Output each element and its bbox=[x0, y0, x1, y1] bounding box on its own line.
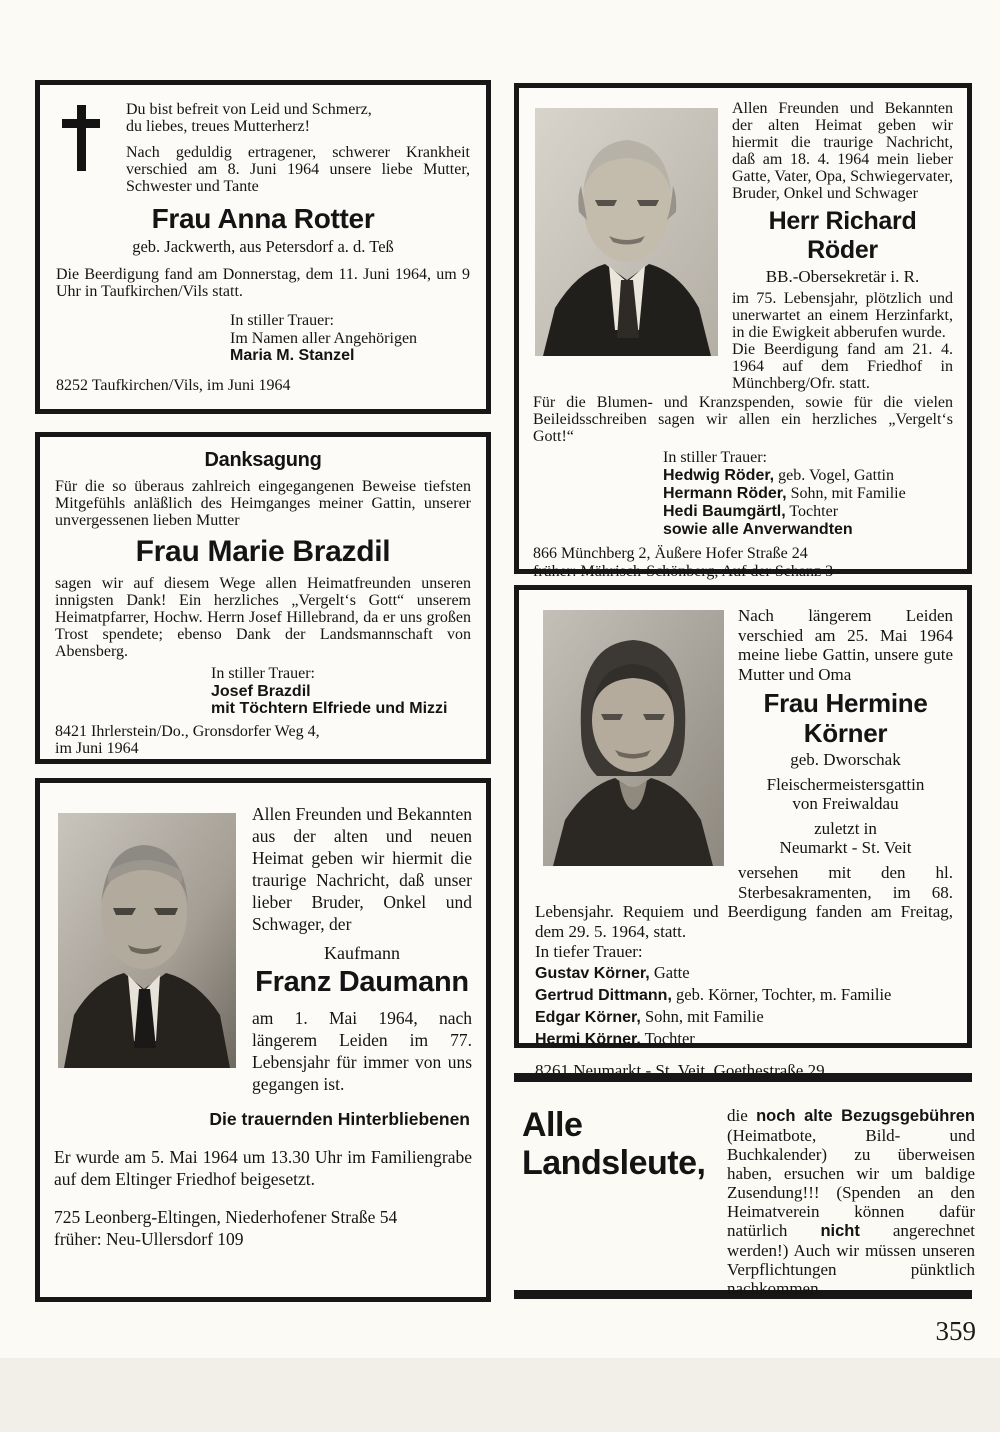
thanks-notice-marie-brazdil bbox=[35, 432, 491, 764]
rotter-signature-block bbox=[230, 312, 470, 365]
koerner-intro: Nach längerem Leiden verschied am 25. Mai 1964 meine liebe Gattin, unsere gute Mutter und Oma bbox=[738, 606, 953, 684]
mourner-relation: geb. Vogel, Gattin bbox=[774, 467, 894, 484]
mourner-row bbox=[535, 962, 953, 984]
mourner-name: Edgar Körner, bbox=[535, 1009, 641, 1026]
rotter-subtitle: geb. Jackwerth, aus Petersdorf a. d. Teß bbox=[132, 237, 394, 256]
brazdil-address-2: im Juni 1964 bbox=[55, 740, 139, 757]
mourner-relation: Sohn, mit Familie bbox=[640, 1007, 764, 1026]
roeder-body-1: im 75. Lebensjahr, plötzlich und unerwartet an einem Herzinfarkt, in die Ewigkeit abberufen wurde. bbox=[732, 290, 953, 341]
roeder-signature-block bbox=[663, 449, 953, 539]
koerner-name: Frau Hermine Körner bbox=[763, 688, 928, 748]
mourner-row bbox=[663, 503, 953, 521]
cross-icon bbox=[62, 105, 100, 171]
verse-line-1: Du bist befreit von Leid und Schmerz, bbox=[126, 101, 372, 118]
danksagung-title: Danksagung bbox=[204, 449, 322, 471]
koerner-address: 8261 Neumarkt - St. Veit, Goethestraße 29 bbox=[535, 1061, 825, 1080]
brazdil-address-1: 8421 Ihrlerstein/Do., Gronsdorfer Weg 4, bbox=[55, 722, 320, 740]
mourner-relation: geb. Körner, Tochter, m. Familie bbox=[671, 985, 892, 1004]
body-segment-bold: noch alte Bezugsgebühren bbox=[756, 1107, 975, 1125]
roeder-address-1: 866 Münchberg 2, Äußere Hofer Straße 24 bbox=[533, 545, 808, 562]
page-bottom-margin bbox=[0, 1358, 1000, 1432]
heading-line-2: Landsleute, bbox=[522, 1144, 706, 1182]
obituary-hermine-koerner bbox=[514, 585, 972, 1080]
rotter-intro: Nach geduldig ertragener, schwerer Krankheit verschied am 8. Juni 1964 unsere liebe Mutter, Schwester und Tante bbox=[126, 144, 470, 195]
mourner-relation: Gatte bbox=[649, 963, 690, 982]
roeder-body-2: Die Beerdigung fand am 21. 4. 1964 auf dem Friedhof in Münchberg/Ofr. statt. bbox=[732, 341, 953, 392]
mourner-name: Gustav Körner, bbox=[535, 965, 650, 982]
daumann-address-2: früher: Neu-Ullersdorf 109 bbox=[54, 1229, 244, 1249]
mourner-name: Hermann Röder, bbox=[663, 485, 787, 502]
mourner-relation: Tochter bbox=[785, 503, 839, 520]
roeder-portrait-photo bbox=[535, 108, 718, 356]
koerner-subtitle-last-residence: zuletzt in bbox=[814, 819, 877, 838]
roeder-thanks-text: Für die Blumen- und Kranzspenden, sowie für die vielen Beileidsschreiben sagen wir allen ein herzliches „Vergelt‘s Gott!“ bbox=[533, 394, 953, 445]
roeder-subtitle: BB.-Obersekretär i. R. bbox=[765, 267, 920, 286]
body-segment: (Heimatbote, Bild- und Buchkalender) zu überweisen haben, ersuchen wir um baldige Zusendung!!! (Spenden an den Heimatverein können dafür natürlich bbox=[727, 1126, 975, 1240]
brazdil-signature-2: mit Töchtern Elfriede und Mizzi bbox=[211, 700, 448, 717]
daumann-portrait-photo bbox=[58, 813, 236, 1068]
daumann-signature: Die trauernden Hinterbliebenen bbox=[209, 1109, 470, 1129]
mourner-row bbox=[535, 1028, 953, 1050]
daumann-title: Kaufmann bbox=[324, 943, 400, 963]
koerner-subtitle-birthname: geb. Dworschak bbox=[790, 750, 901, 769]
obituary-anna-rotter bbox=[35, 80, 491, 414]
obituary-richard-roeder bbox=[514, 83, 972, 580]
brazdil-body: sagen wir auf diesem Wege allen Heimatfreunden unseren innigsten Dank! Ein herzliches „Vergelt‘s Gott“ unserem Heimatpfarrer, Hochw. Herrn Josef Hillebrand, da er uns großen Trost spendete; ebenso Dank der Landsmannschaft von Abensberg. bbox=[55, 575, 471, 660]
mourner-row bbox=[663, 485, 953, 503]
daumann-name: Franz Daumann bbox=[255, 966, 469, 998]
koerner-signature-block bbox=[535, 941, 953, 1050]
koerner-body: versehen mit den hl. Sterbesakramenten, im 68. Lebensjahr. Requiem und Beerdigung fanden am Freitag, dem 29. 5. 1964, statt. bbox=[535, 863, 953, 941]
mourner-name: Hedi Baumgärtl, bbox=[663, 503, 786, 520]
koerner-portrait-photo bbox=[543, 610, 724, 866]
daumann-intro: Allen Freunden und Bekannten aus der alten und neuen Heimat geben wir hiermit die traurige Nachricht, daß unser lieber Bruder, Onkel und Schwager, der bbox=[252, 804, 472, 934]
verse-line-2: du liebes, treues Mutterherz! bbox=[126, 118, 310, 135]
landsleute-body bbox=[727, 1106, 975, 1298]
mourner-name: Hermi Körner, bbox=[535, 1031, 641, 1048]
body-segment: die bbox=[727, 1106, 757, 1125]
brazdil-intro: Für die so überaus zahlreich eingegangenen Beweise tiefsten Mitgefühls anläßlich des Heimganges meiner Gattin, unserer unvergessenen lieben Mutter bbox=[55, 478, 471, 529]
daumann-body: am 1. Mai 1964, nach längerem Leiden im 77. Lebensjahr für immer von uns gegangen ist. bbox=[252, 1008, 472, 1094]
mourner-relation: Sohn, mit Familie bbox=[786, 485, 906, 502]
roeder-name: Herr Richard Röder bbox=[768, 207, 917, 264]
subscription-fee-notice bbox=[514, 1073, 975, 1299]
brazdil-signature-block bbox=[211, 665, 471, 718]
page-number: 359 bbox=[935, 1316, 976, 1346]
koerner-subtitle-occupation-place: von Freiwaldau bbox=[792, 794, 899, 813]
rotter-head bbox=[126, 101, 470, 195]
brazdil-name: Frau Marie Brazdil bbox=[135, 535, 391, 568]
mourner-row bbox=[535, 1006, 953, 1028]
body-segment-bold: nicht bbox=[820, 1222, 860, 1240]
mourner-row bbox=[663, 521, 953, 539]
landsleute-heading bbox=[522, 1106, 722, 1182]
koerner-subtitle-last-residence-place: Neumarkt - St. Veit bbox=[779, 838, 912, 857]
heading-line-1: Alle bbox=[522, 1106, 583, 1144]
body-segment: angerechnet werden!) Auch wir müssen unseren Verpflichtungen pünktlich nachkommen. bbox=[727, 1221, 975, 1298]
mourning-label: In tiefer Trauer: bbox=[535, 942, 643, 961]
mourning-line: Im Namen aller Angehörigen bbox=[230, 329, 418, 347]
mourner-name: sowie alle Anverwandten bbox=[663, 521, 853, 538]
daumann-address-1: 725 Leonberg-Eltingen, Niederhofener Straße 54 bbox=[54, 1207, 398, 1227]
brazdil-signature-1: Josef Brazdil bbox=[211, 682, 311, 700]
roeder-address-2: früher: Mährisch-Schönberg, Auf der Schanz 3 bbox=[533, 562, 834, 580]
mourner-name: Gertrud Dittmann, bbox=[535, 987, 672, 1004]
rotter-signature: Maria M. Stanzel bbox=[230, 347, 355, 364]
rotter-address: 8252 Taufkirchen/Vils, im Juni 1964 bbox=[56, 376, 291, 394]
rotter-burial-text: Die Beerdigung fand am Donnerstag, dem 11. Juni 1964, um 9 Uhr in Taufkirchen/Vils statt. bbox=[56, 266, 470, 300]
rotter-name: Frau Anna Rotter bbox=[151, 203, 375, 234]
mourner-row bbox=[535, 984, 953, 1006]
mourner-row bbox=[663, 467, 953, 485]
daumann-burial-text: Er wurde am 5. Mai 1964 um 13.30 Uhr im Familiengrabe auf dem Eltinger Friedhof beigesetzt. bbox=[54, 1147, 472, 1189]
mourning-label: In stiller Trauer: bbox=[211, 665, 315, 682]
mourning-label: In stiller Trauer: bbox=[230, 312, 334, 329]
koerner-subtitle-occupation: Fleischermeistersgattin bbox=[766, 775, 925, 794]
mourner-relation: Tochter bbox=[640, 1029, 695, 1048]
obituary-franz-daumann bbox=[35, 778, 491, 1302]
mourning-label: In stiller Trauer: bbox=[663, 449, 767, 466]
mourner-name: Hedwig Röder, bbox=[663, 467, 775, 484]
roeder-intro: Allen Freunden und Bekannten der alten Heimat geben wir hiermit die traurige Nachricht, daß am 18. 4. 1964 mein lieber Gatte, Vater, Opa, Schwiegervater, Bruder, Onkel und Schwager bbox=[732, 100, 953, 202]
